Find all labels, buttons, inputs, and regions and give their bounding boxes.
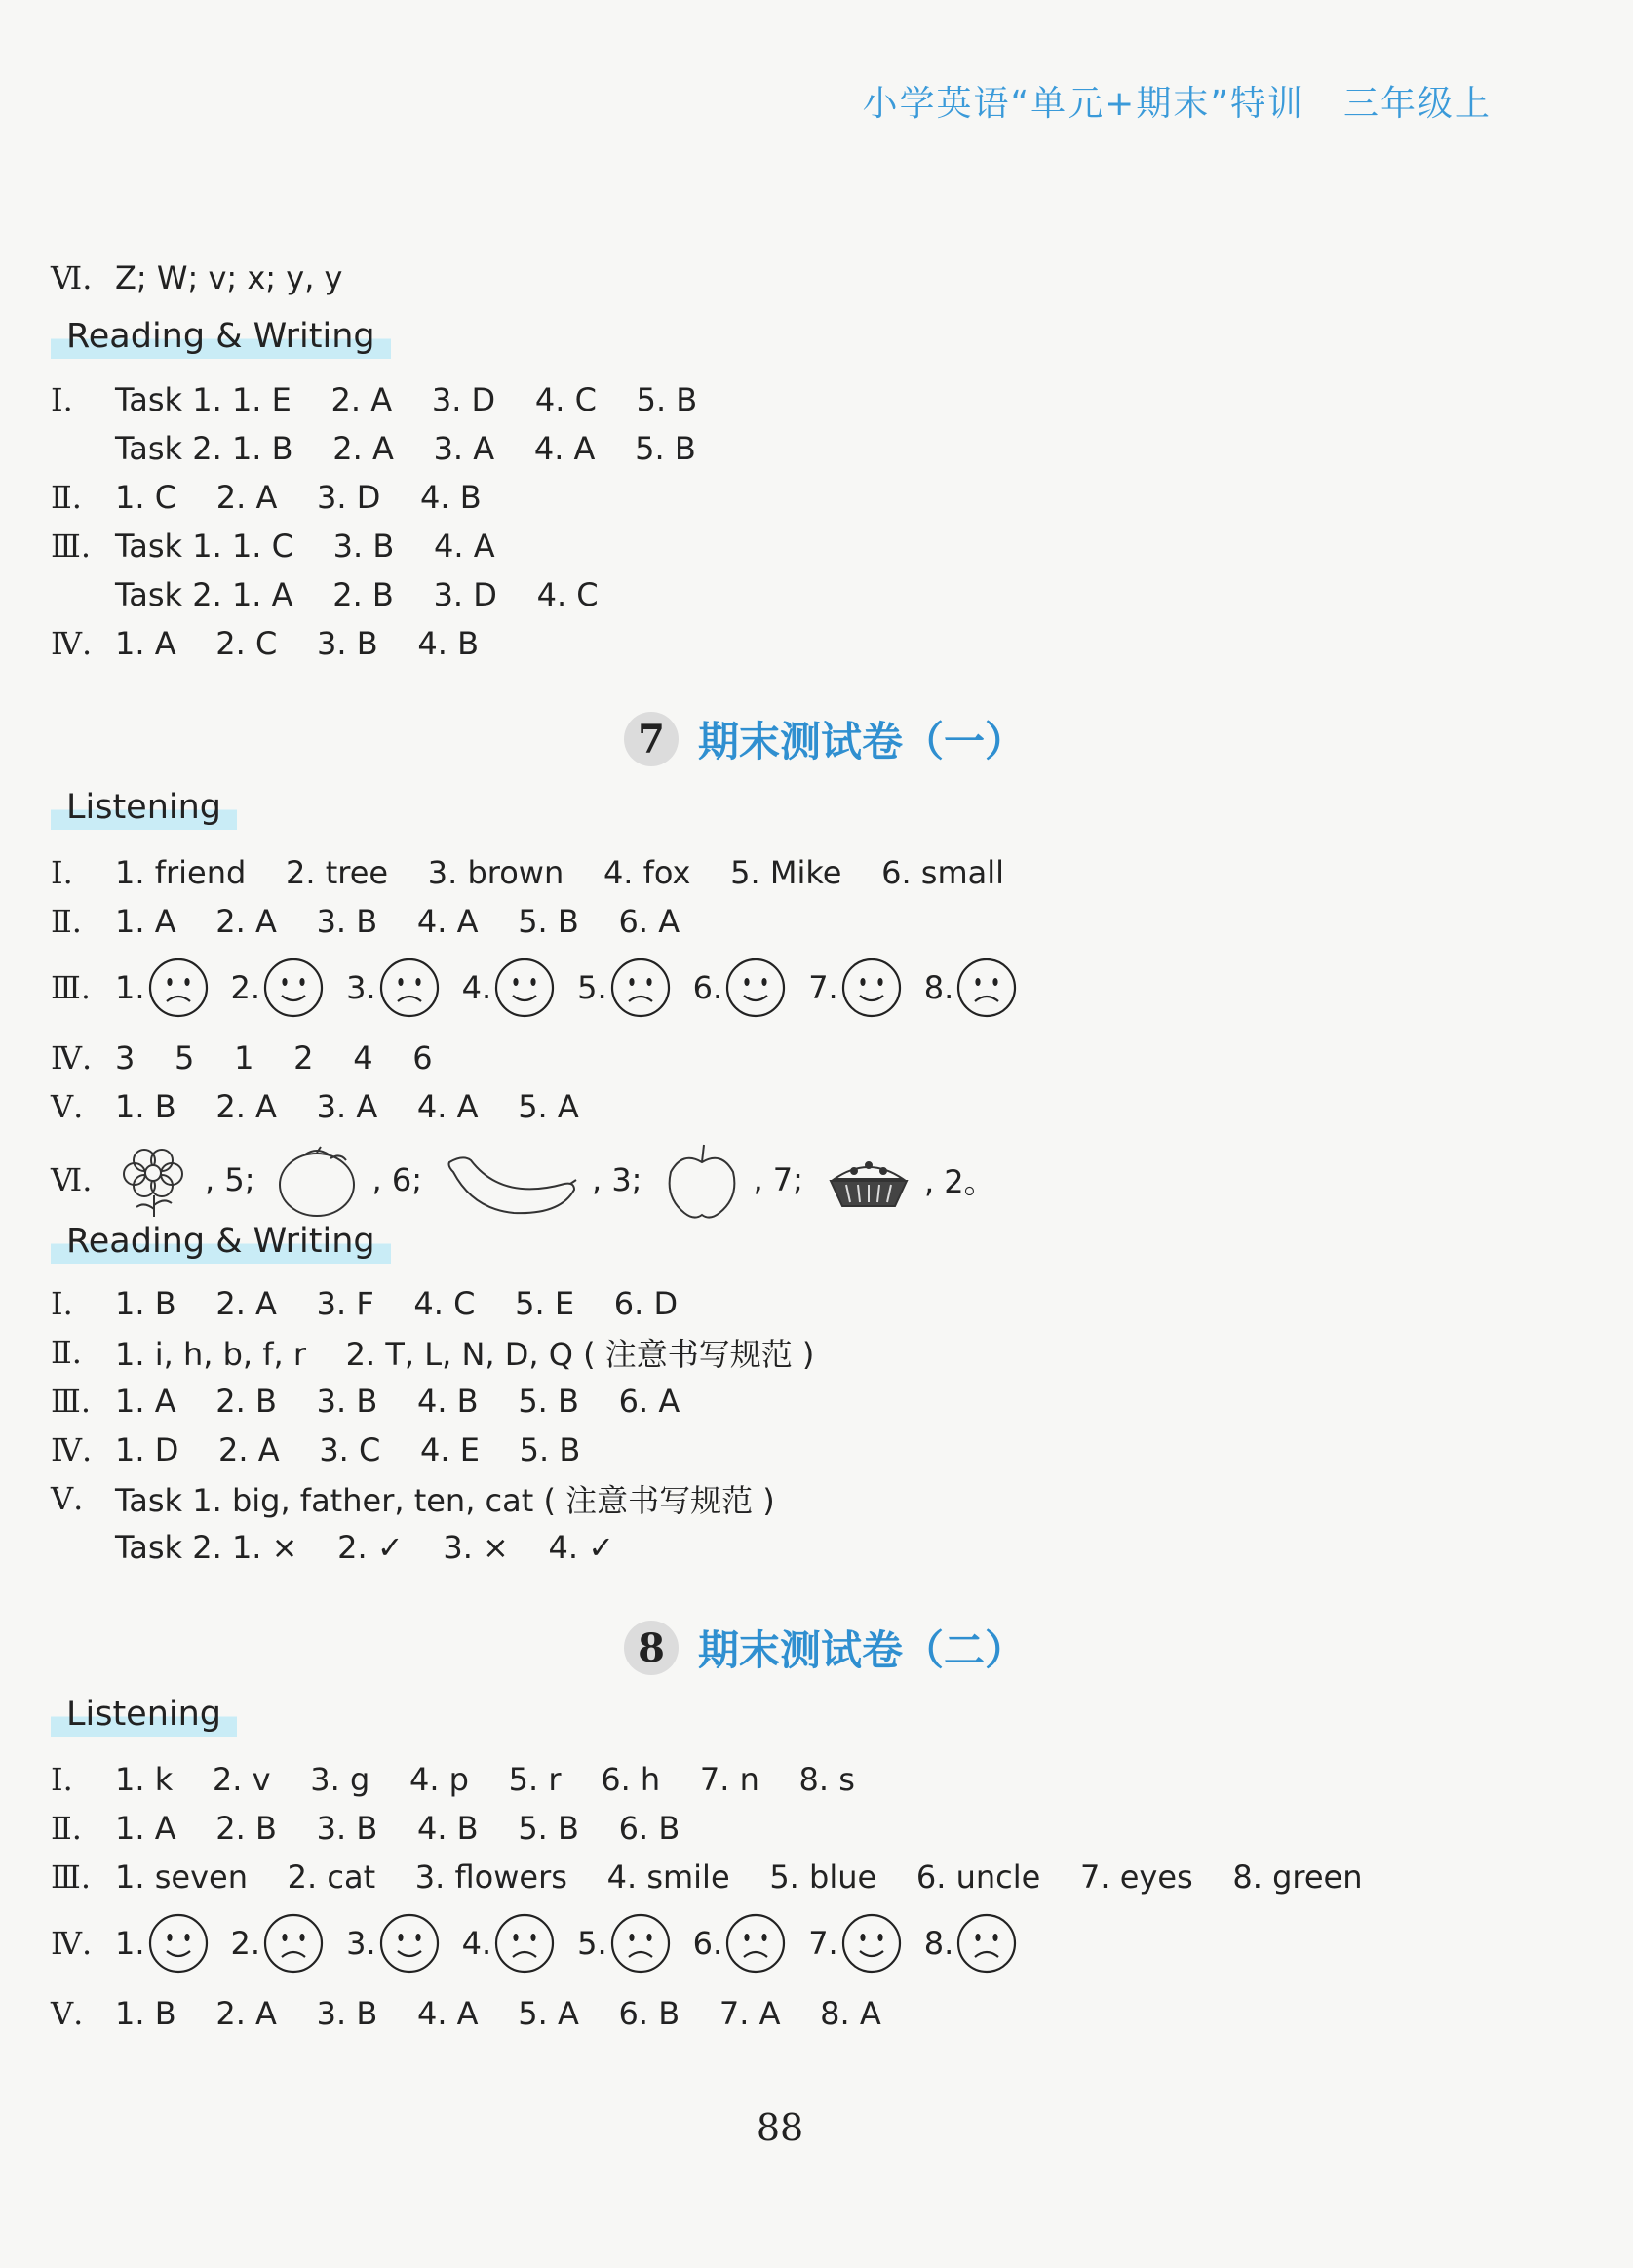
happy-face-icon (493, 957, 556, 1019)
face-answer-number: 1. (115, 1925, 145, 1962)
happy-face-icon (262, 957, 325, 1019)
running-header (863, 76, 1492, 126)
picture-answer: , 6; (276, 1141, 443, 1219)
orange-icon (276, 1141, 360, 1219)
answer-row: Ⅰ. 1. k 2. v 3. g 4. p 5. r 6. h 7. n 8. s (51, 1761, 855, 1798)
picture-answer-row: Ⅵ. , 5; , 6; , 3; , 7; , 2。 (51, 1136, 1017, 1224)
happy-face-icon (840, 957, 903, 1019)
answer-row: Ⅲ. 1. A 2. B 3. B 4. B 5. B 6. A (51, 1383, 680, 1420)
answer-row: Task 2. 1. × 2. ✓ 3. × 4. ✓ (115, 1529, 615, 1566)
face-answer-number: 2. (230, 1925, 261, 1962)
face-answer (462, 1912, 557, 1975)
face-answer (577, 957, 672, 1019)
answer-row: Ⅲ. 1. seven 2. cat 3. flowers 4. smile 5. blue 6. uncle 7. eyes 8. green (51, 1858, 1363, 1896)
face-answer-number: 8. (923, 969, 954, 1006)
answer-row: Ⅰ. 1. B 2. A 3. F 4. C 5. E 6. D (51, 1285, 679, 1322)
picture-answer: , 5; (115, 1141, 276, 1219)
flower-icon (115, 1141, 193, 1219)
sad-face-icon (955, 957, 1018, 1019)
sad-face-icon (147, 957, 210, 1019)
face-answer-number: 1. (115, 969, 145, 1006)
happy-face-icon (147, 1912, 210, 1975)
face-answer (115, 957, 210, 1019)
answer-row: Ⅳ. 1. A 2. C 3. B 4. B (51, 625, 480, 662)
test-number-badge: 8 (624, 1621, 679, 1675)
answer-row: Ⅳ. 1. D 2. A 3. C 4. E 5. B (51, 1431, 581, 1468)
face-answer-row: Ⅲ. 1. 2. 3. 4. 5. 6. 7. 8. (51, 954, 1039, 1022)
answer-row: Task 2. 1. B 2. A 3. A 4. A 5. B (115, 430, 696, 467)
sad-face-icon (378, 957, 441, 1019)
answer-row: Ⅴ. Task 1. big, father, ten, cat ( 注意书写规范 ) (51, 1480, 775, 1519)
picture-answer: , 2。 (825, 1146, 1017, 1214)
face-answer-number: 2. (230, 969, 261, 1006)
happy-face-icon (724, 957, 787, 1019)
sad-face-icon (724, 1912, 787, 1975)
face-list (115, 957, 1039, 1019)
face-answer-number: 5. (577, 1925, 607, 1962)
section-label-reading-writing: Reading & Writing (51, 314, 391, 359)
apple-icon (663, 1139, 741, 1221)
answer-row: Task 2. 1. A 2. B 3. D 4. C (115, 576, 599, 613)
banana-icon (444, 1141, 580, 1219)
sad-face-icon (609, 957, 672, 1019)
face-answer-number: 4. (461, 1925, 492, 1962)
answer-row: Ⅱ. 1. A 2. A 3. B 4. A 5. B 6. A (51, 903, 680, 940)
face-answer (462, 957, 557, 1019)
face-answer-number: 6. (692, 969, 723, 1006)
face-answer (231, 957, 326, 1019)
happy-face-icon (378, 1912, 441, 1975)
answer-row: Ⅳ. 3 5 1 2 4 6 (51, 1039, 433, 1076)
test-7-heading (624, 710, 1026, 768)
face-answer (577, 1912, 672, 1975)
face-answer (808, 957, 903, 1019)
face-answer (231, 1912, 326, 1975)
face-answer (693, 957, 788, 1019)
book-title: 小学英语“单元+期末”特训 (862, 84, 1304, 124)
face-answer (693, 1912, 788, 1975)
cake-icon (825, 1146, 913, 1214)
answer-row: Ⅴ. 1. B 2. A 3. A 4. A 5. A (51, 1088, 579, 1125)
test-title: 期末测试卷（一） (698, 718, 1027, 765)
face-answer-number: 4. (461, 969, 492, 1006)
face-answer-number: 3. (346, 1925, 376, 1962)
face-answer (924, 1912, 1019, 1975)
picture-answer: , 7; (663, 1139, 824, 1221)
face-answer-number: 5. (577, 969, 607, 1006)
face-answer (346, 1912, 441, 1975)
face-list (115, 1912, 1039, 1975)
answer-row: Ⅵ. Z; W; v; x; y, y (51, 259, 343, 296)
face-answer (924, 957, 1019, 1019)
test-number-badge: 7 (624, 712, 679, 766)
answer-row: Ⅱ. 1. A 2. B 3. B 4. B 5. B 6. B (51, 1810, 680, 1847)
sad-face-icon (609, 1912, 672, 1975)
answer-row: Ⅴ. 1. B 2. A 3. B 4. A 5. A 6. B 7. A 8. A (51, 1995, 881, 2032)
face-answer-number: 3. (346, 969, 376, 1006)
answer-row: Ⅰ. Task 1. 1. E 2. A 3. D 4. C 5. B (51, 381, 698, 418)
grade-label: 三年级上 (1342, 84, 1492, 124)
face-answer-number: 7. (808, 1925, 838, 1962)
face-answer-number: 8. (923, 1925, 954, 1962)
test-8-heading (624, 1619, 1026, 1677)
section-label-listening: Listening (51, 785, 237, 830)
happy-face-icon (840, 1912, 903, 1975)
sad-face-icon (262, 1912, 325, 1975)
face-answer (346, 957, 441, 1019)
answer-row: Ⅰ. 1. friend 2. tree 3. brown 4. fox 5. Mike 6. small (51, 854, 1005, 891)
answer-row: Ⅲ. Task 1. 1. C 3. B 4. A (51, 528, 495, 565)
face-answer-number: 7. (808, 969, 838, 1006)
answer-row: Ⅱ. 1. C 2. A 3. D 4. B (51, 479, 482, 516)
test-title: 期末测试卷（二） (698, 1626, 1027, 1674)
face-answer (115, 1912, 210, 1975)
sad-face-icon (955, 1912, 1018, 1975)
sad-face-icon (493, 1912, 556, 1975)
section-label-reading-writing: Reading & Writing (51, 1219, 391, 1264)
face-answer-row: Ⅳ. 1. 2. 3. 4. 5. 6. 7. 8. (51, 1909, 1039, 1977)
face-answer-number: 6. (692, 1925, 723, 1962)
section-label-listening: Listening (51, 1692, 237, 1737)
face-answer (808, 1912, 903, 1975)
answer-row: Ⅱ. 1. i, h, b, f, r 2. T, L, N, D, Q ( 注意书写规范 ) (51, 1334, 815, 1373)
page-number: 88 (756, 2106, 804, 2149)
picture-answer: , 3; (444, 1141, 663, 1219)
